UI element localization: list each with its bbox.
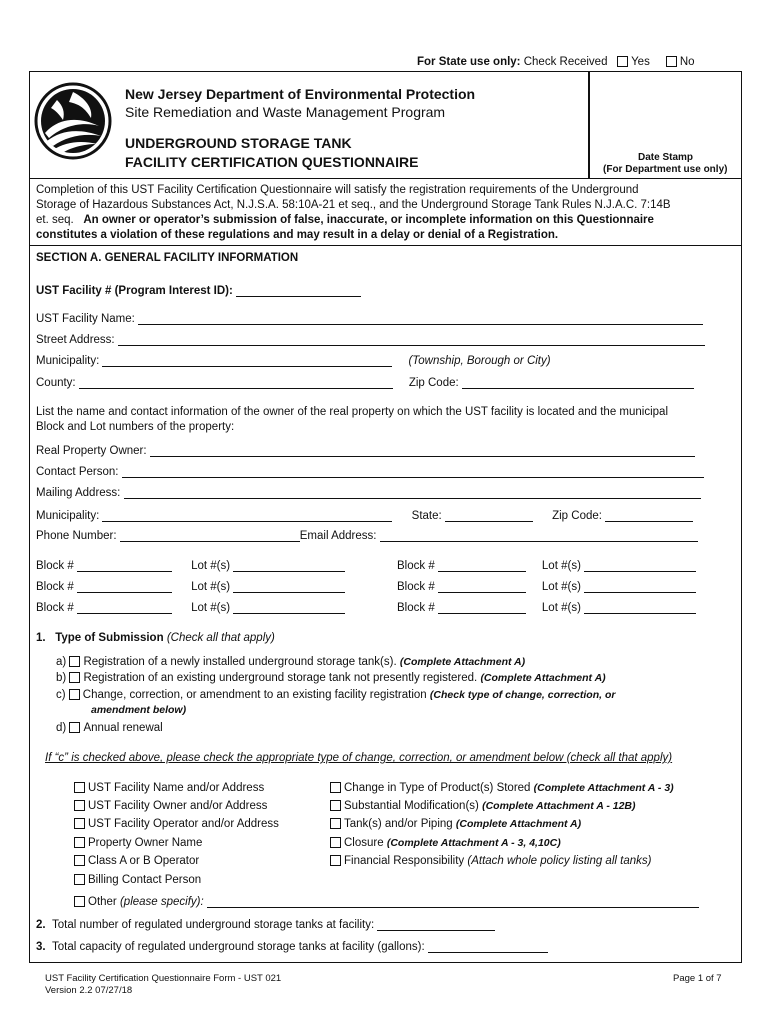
option-label: Change in Type of Product(s) Stored xyxy=(344,782,531,794)
footer-form: UST Facility Certification Questionnaire Form - UST 021 xyxy=(45,973,282,984)
q1-c-letter: c) xyxy=(56,689,66,701)
checkbox[interactable] xyxy=(330,837,341,848)
checkbox[interactable] xyxy=(74,874,85,885)
email-label: Email Address: xyxy=(299,530,377,542)
checkbox[interactable] xyxy=(74,896,85,907)
option-label: UST Facility Name and/or Address xyxy=(88,782,265,794)
q1-heading xyxy=(36,632,275,644)
owner-field[interactable] xyxy=(150,445,695,457)
block-lot-row-2b xyxy=(397,581,696,593)
mailing-field[interactable] xyxy=(124,487,701,499)
q1-option-a xyxy=(56,656,525,668)
q2-number: 2. xyxy=(36,919,46,931)
intro-line-1: Completion of this UST Facility Certification Questionnaire will satisfy the registration requirements of the Underground xyxy=(36,184,639,196)
facility-id-row xyxy=(36,285,361,297)
q1-c-text: Change, correction, or amendment to an existing facility registration xyxy=(82,689,427,701)
block-label: Block # xyxy=(36,602,74,614)
lot-label: Lot #(s) xyxy=(191,560,231,572)
checkbox[interactable] xyxy=(330,855,341,866)
lot-label: Lot #(s) xyxy=(191,602,231,614)
block-label: Block # xyxy=(397,560,435,572)
q1-number: 1. xyxy=(36,632,46,644)
lot-field[interactable] xyxy=(233,560,345,572)
q3-row xyxy=(36,941,548,953)
q1-note: (Check all that apply) xyxy=(166,632,275,644)
block-field[interactable] xyxy=(77,602,172,614)
block-field[interactable] xyxy=(438,560,526,572)
lot-label: Lot #(s) xyxy=(541,581,581,593)
state-use-label: For State use only: xyxy=(417,56,521,68)
facility-id-label: UST Facility # (Program Interest ID): xyxy=(36,285,233,297)
block-field[interactable] xyxy=(438,602,526,614)
no-label: No xyxy=(679,56,695,68)
county-row xyxy=(36,377,694,389)
lot-field[interactable] xyxy=(584,602,696,614)
if-c-instruction: If “c” is checked above, please check the appropriate type of change, correction, or amendment below (check all that apply) xyxy=(45,752,673,764)
block-lot-row-1b xyxy=(397,560,696,572)
intro-warning: An owner or operator’s submission of false, inaccurate, or incomplete information on this Questionnaire xyxy=(83,214,654,226)
q1-b-checkbox[interactable] xyxy=(69,672,80,683)
owner-label: Real Property Owner: xyxy=(36,445,147,457)
change-option-right-1[interactable] xyxy=(330,782,674,794)
q2-row xyxy=(36,919,495,931)
received-yes-checkbox[interactable] xyxy=(617,56,628,67)
state-field[interactable] xyxy=(445,510,533,522)
checkbox[interactable] xyxy=(74,782,85,793)
block-lot-row-3b xyxy=(397,602,696,614)
change-option-left-1[interactable] xyxy=(74,782,264,794)
q3-field[interactable] xyxy=(428,941,548,953)
q1-a-checkbox[interactable] xyxy=(69,656,80,667)
option-note: (Complete Attachment A) xyxy=(455,818,582,830)
checkbox[interactable] xyxy=(74,800,85,811)
lot-field[interactable] xyxy=(233,602,345,614)
other-field[interactable] xyxy=(207,896,699,908)
option-note: (Complete Attachment A - 12B) xyxy=(482,800,636,812)
change-option-right-2[interactable] xyxy=(330,800,636,812)
dept-name: New Jersey Department of Environmental Protection xyxy=(125,86,476,102)
q1-a-letter: a) xyxy=(56,656,67,668)
zip2-label: Zip Code: xyxy=(552,510,602,522)
mailing-label: Mailing Address: xyxy=(36,487,121,499)
check-received-label: Check Received xyxy=(523,56,608,68)
lot-field[interactable] xyxy=(584,560,696,572)
block-lot-row-1 xyxy=(36,560,345,572)
mailing-row xyxy=(36,487,701,499)
checkbox[interactable] xyxy=(74,837,85,848)
municipality2-row xyxy=(36,510,693,522)
option-label: UST Facility Owner and/or Address xyxy=(88,800,268,812)
intro-line-3 xyxy=(36,214,654,226)
q1-b-text: Registration of an existing underground storage tank not presently registered. xyxy=(83,672,478,684)
q1-option-c xyxy=(56,689,615,701)
q1-title: Type of Submission xyxy=(55,632,164,644)
phone-row xyxy=(36,530,698,542)
county-field[interactable] xyxy=(79,377,393,389)
yes-label: Yes xyxy=(631,56,650,68)
q3-text: Total capacity of regulated underground storage tanks at facility (gallons): xyxy=(51,941,425,953)
block-lot-row-3 xyxy=(36,602,345,614)
q1-option-d xyxy=(56,722,163,734)
option-note: (Complete Attachment A - 3) xyxy=(533,782,674,794)
q1-d-text: Annual renewal xyxy=(83,722,163,734)
other-label: Other xyxy=(88,896,117,908)
option-label: Tank(s) and/or Piping xyxy=(344,818,453,830)
change-option-left-2[interactable] xyxy=(74,800,267,812)
checkbox[interactable] xyxy=(330,800,341,811)
intro-line-4: constitutes a violation of these regulations and may result in a delay or denial of a Registration. xyxy=(36,229,559,241)
lot-field[interactable] xyxy=(233,581,345,593)
change-option-left-6[interactable] xyxy=(74,874,201,886)
zip2-field[interactable] xyxy=(605,510,693,522)
section-a-title: SECTION A. GENERAL FACILITY INFORMATION xyxy=(36,252,299,264)
q1-a-text: Registration of a newly installed underground storage tank(s). xyxy=(83,656,397,668)
other-note: (please specify): xyxy=(119,896,204,908)
option-label: Class A or B Operator xyxy=(88,855,200,867)
municipality-label: Municipality: xyxy=(36,355,100,367)
change-option-right-3[interactable] xyxy=(330,818,581,830)
facility-name-field[interactable] xyxy=(138,313,703,325)
contact-field[interactable] xyxy=(122,466,704,478)
njdep-logo xyxy=(33,78,113,164)
q2-text: Total number of regulated underground storage tanks at facility: xyxy=(51,919,375,931)
q1-d-letter: d) xyxy=(56,722,67,734)
facility-name-label: UST Facility Name: xyxy=(36,313,135,325)
municipality-row xyxy=(36,355,551,367)
phone-label: Phone Number: xyxy=(36,530,117,542)
block-field[interactable] xyxy=(77,560,172,572)
state-label: State: xyxy=(411,510,442,522)
block-label: Block # xyxy=(36,560,74,572)
change-option-right-5[interactable] xyxy=(330,855,651,867)
date-stamp-label: Date Stamp xyxy=(638,152,694,163)
q1-c-note-1: (Check type of change, correction, or xyxy=(429,689,616,701)
option-note: (Attach whole policy listing all tanks) xyxy=(467,855,652,867)
block-field[interactable] xyxy=(438,581,526,593)
street-field[interactable] xyxy=(118,334,705,346)
phone-field[interactable] xyxy=(120,530,300,542)
owner-row xyxy=(36,445,695,457)
option-label: Property Owner Name xyxy=(88,837,203,849)
checkbox[interactable] xyxy=(330,782,341,793)
municipality2-label: Municipality: xyxy=(36,510,100,522)
received-no-checkbox[interactable] xyxy=(666,56,677,67)
county-label: County: xyxy=(36,377,76,389)
contact-label: Contact Person: xyxy=(36,466,119,478)
block-field[interactable] xyxy=(77,581,172,593)
option-label: Financial Responsibility xyxy=(344,855,465,867)
option-note: (Complete Attachment A - 3, 4,10C) xyxy=(386,837,561,849)
checkbox[interactable] xyxy=(74,818,85,829)
checkbox[interactable] xyxy=(74,855,85,866)
footer-version: Version 2.2 07/27/18 xyxy=(45,985,133,996)
option-label: Closure xyxy=(344,837,384,849)
street-row xyxy=(36,334,705,346)
block-label: Block # xyxy=(36,581,74,593)
option-label: UST Facility Operator and/or Address xyxy=(88,818,279,830)
email-field[interactable] xyxy=(380,530,698,542)
owner-intro-1: List the name and contact information of the owner of the real property on which the UST facility is located and the municipal xyxy=(36,406,668,418)
q3-number: 3. xyxy=(36,941,46,953)
block-label: Block # xyxy=(397,602,435,614)
municipality-note: (Township, Borough or City) xyxy=(408,355,551,367)
form-title-1: UNDERGROUND STORAGE TANK xyxy=(125,135,352,151)
owner-intro-2: Block and Lot numbers of the property: xyxy=(36,421,235,433)
change-option-left-4[interactable] xyxy=(74,837,202,849)
lot-field[interactable] xyxy=(584,581,696,593)
q2-field[interactable] xyxy=(377,919,495,931)
option-label: Billing Contact Person xyxy=(88,874,202,886)
q1-option-b xyxy=(56,672,606,684)
block-lot-row-2 xyxy=(36,581,345,593)
lot-label: Lot #(s) xyxy=(541,560,581,572)
footer-page: Page 1 of 7 xyxy=(673,973,722,984)
form-title-2: FACILITY CERTIFICATION QUESTIONNAIRE xyxy=(125,154,419,170)
q1-b-letter: b) xyxy=(56,672,67,684)
program-name: Site Remediation and Waste Management Program xyxy=(125,104,446,120)
checkbox[interactable] xyxy=(330,818,341,829)
q1-c-note-2: amendment below) xyxy=(91,704,187,716)
facility-name-row xyxy=(36,313,703,325)
intro-line-2: Storage of Hazardous Substances Act, N.J.S.A. 58:10A-21 et seq., and the Underground Storage Tank Rules N.J.A.C. 7:14B xyxy=(36,199,671,211)
option-label: Substantial Modification(s) xyxy=(344,800,479,812)
change-option-left-5[interactable] xyxy=(74,855,199,867)
contact-row xyxy=(36,466,704,478)
q1-b-note: (Complete Attachment A) xyxy=(480,672,606,684)
zip-label: Zip Code: xyxy=(408,377,459,389)
zip-field[interactable] xyxy=(462,377,694,389)
lot-label: Lot #(s) xyxy=(541,602,581,614)
facility-id-field[interactable] xyxy=(236,285,361,297)
block-label: Block # xyxy=(397,581,435,593)
change-option-left-3[interactable] xyxy=(74,818,279,830)
municipality-field[interactable] xyxy=(102,355,392,367)
change-option-right-4[interactable] xyxy=(330,837,561,849)
q1-a-note: (Complete Attachment A) xyxy=(399,656,526,668)
municipality2-field[interactable] xyxy=(102,510,392,522)
q1-c-checkbox[interactable] xyxy=(69,689,80,700)
street-label: Street Address: xyxy=(36,334,115,346)
q1-d-checkbox[interactable] xyxy=(69,722,80,733)
state-use-row xyxy=(417,56,695,68)
intro-line-3a: et. seq. xyxy=(36,214,74,226)
lot-label: Lot #(s) xyxy=(191,581,231,593)
header-divider xyxy=(588,71,590,179)
change-option-other[interactable] xyxy=(74,896,699,908)
dept-use-label: (For Department use only) xyxy=(603,164,728,175)
